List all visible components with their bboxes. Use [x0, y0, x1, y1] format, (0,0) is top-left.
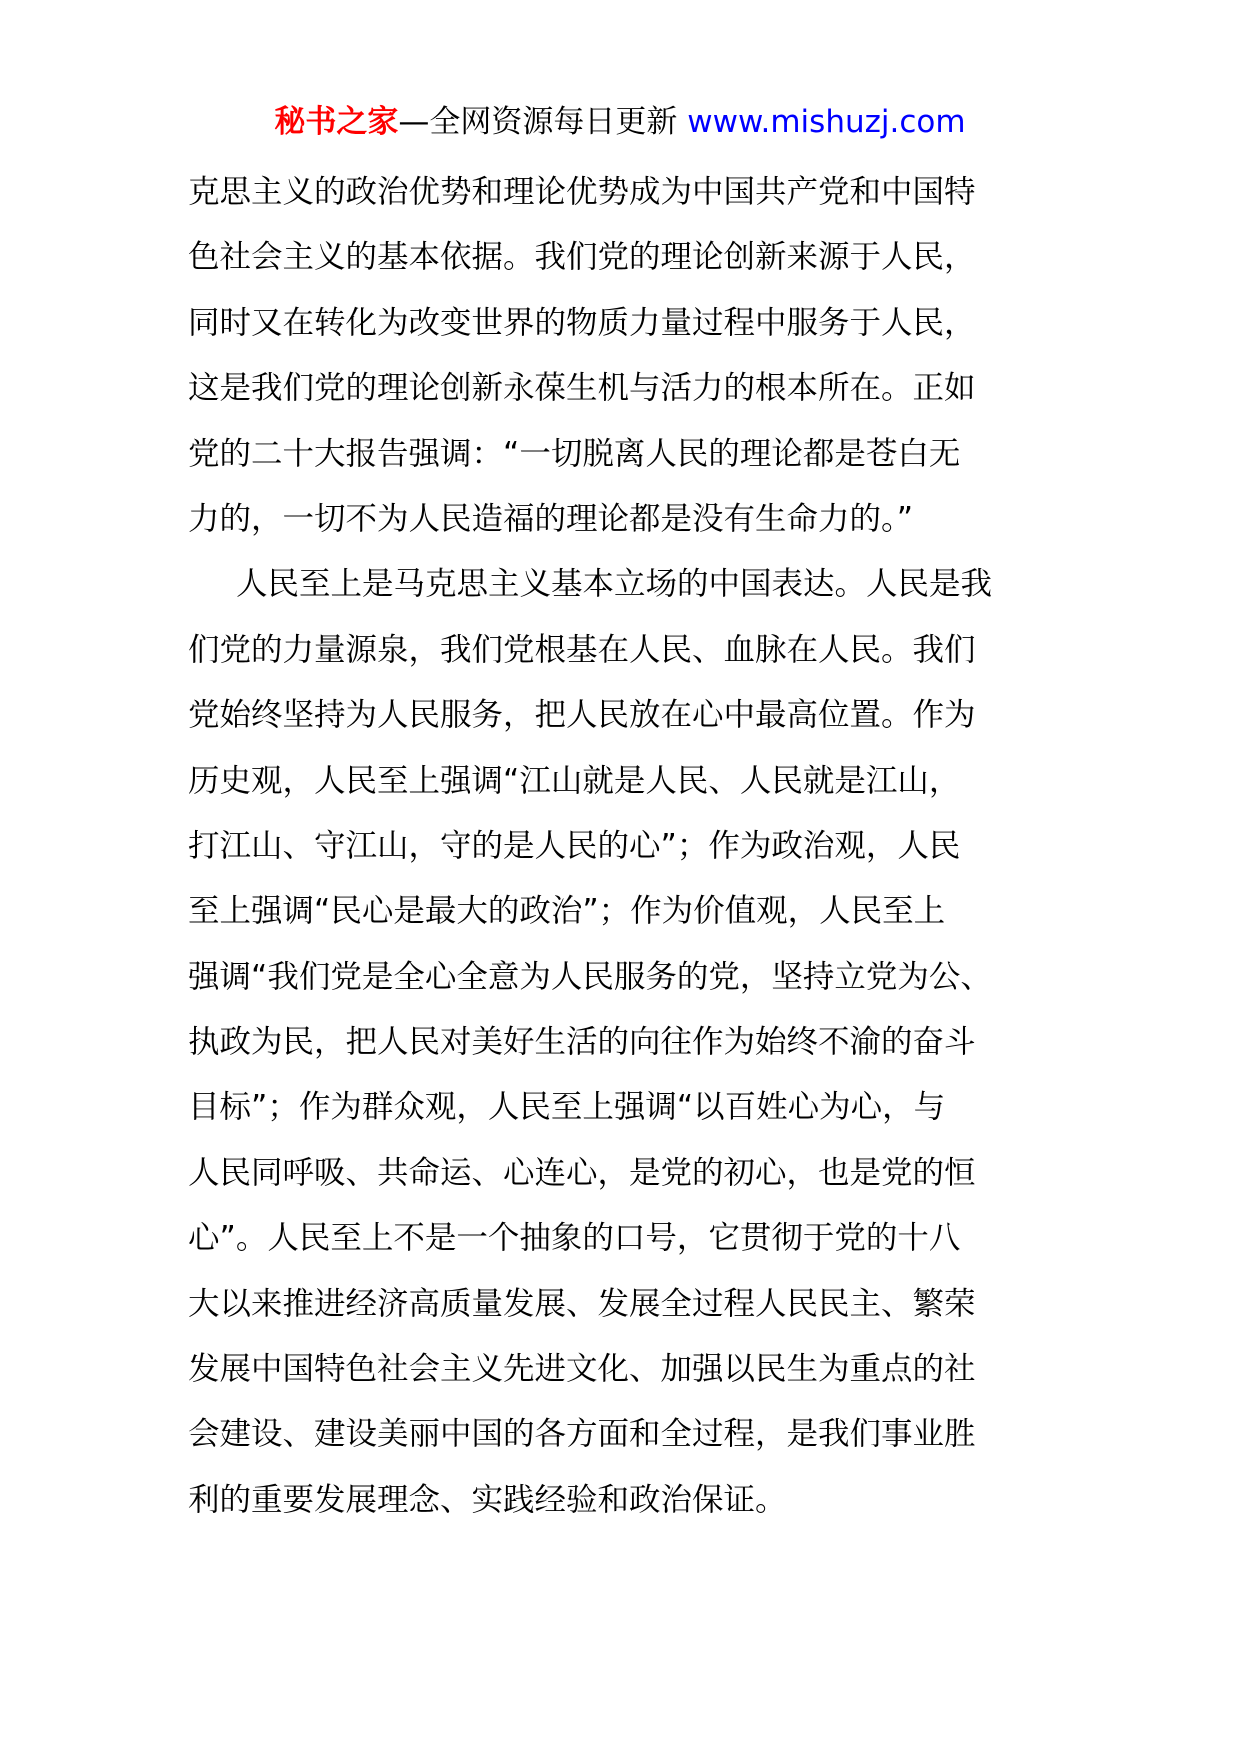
text-line: 大以来推进经济高质量发展、发展全过程人民民主、繁荣 [188, 1285, 976, 1322]
text-line: 人民同呼吸、共命运、心连心，是党的初心，也是党的恒 [188, 1154, 976, 1191]
text-line: 执政为民，把人民对美好生活的向往作为始终不渝的奋斗 [188, 1024, 976, 1061]
brand-name: 秘书之家 [274, 104, 399, 140]
text-line: 党始终坚持为人民服务，把人民放在心中最高位置。作为 [188, 697, 976, 734]
text-line: 目标”；作为群众观，人民至上强调“以百姓心为心，与 [188, 1089, 946, 1126]
text-line: 会建设、建设美丽中国的各方面和全过程，是我们事业胜 [188, 1416, 976, 1453]
text-line: 发展中国特色社会主义先进文化、加强以民生为重点的社 [188, 1351, 976, 1388]
website-link[interactable]: www.mishuzj.com [687, 104, 966, 140]
text-line: 党的二十大报告强调：“一切脱离人民的理论都是苍白无 [188, 435, 961, 472]
text-line: 色社会主义的基本依据。我们党的理论创新来源于人民， [188, 239, 976, 276]
text-line: 打江山、守江山，守的是人民的心”；作为政治观，人民 [188, 827, 961, 864]
paragraph-first-line: 人民至上是马克思主义基本立场的中国表达。人民是我 [236, 566, 993, 603]
text-line: 强调“我们党是全心全意为人民服务的党，坚持立党为公、 [188, 958, 992, 995]
text-line: 心”。人民至上不是一个抽象的口号，它贯彻于党的十八 [188, 1220, 961, 1257]
text-line: 们党的力量源泉，我们党根基在人民、血脉在人民。我们 [188, 631, 976, 668]
text-line: 同时又在转化为改变世界的物质力量过程中服务于人民， [188, 304, 976, 341]
page-header [0, 100, 1240, 144]
document-body [188, 160, 1052, 1533]
text-line: 这是我们党的理论创新永葆生机与活力的根本所在。正如 [188, 370, 976, 407]
text-line: 至上强调“民心是最大的政治”；作为价值观，人民至上 [188, 893, 946, 930]
text-line: 克思主义的政治优势和理论优势成为中国共产党和中国特 [188, 174, 976, 210]
header-tagline: —全网资源每日更新 [398, 104, 688, 140]
text-line: 力的，一切不为人民造福的理论都是没有生命力的。” [188, 500, 914, 537]
text-line: 利的重要发展理念、实践经验和政治保证。 [188, 1481, 787, 1518]
text-line: 历史观，人民至上强调“江山就是人民、人民就是江山， [188, 762, 961, 799]
